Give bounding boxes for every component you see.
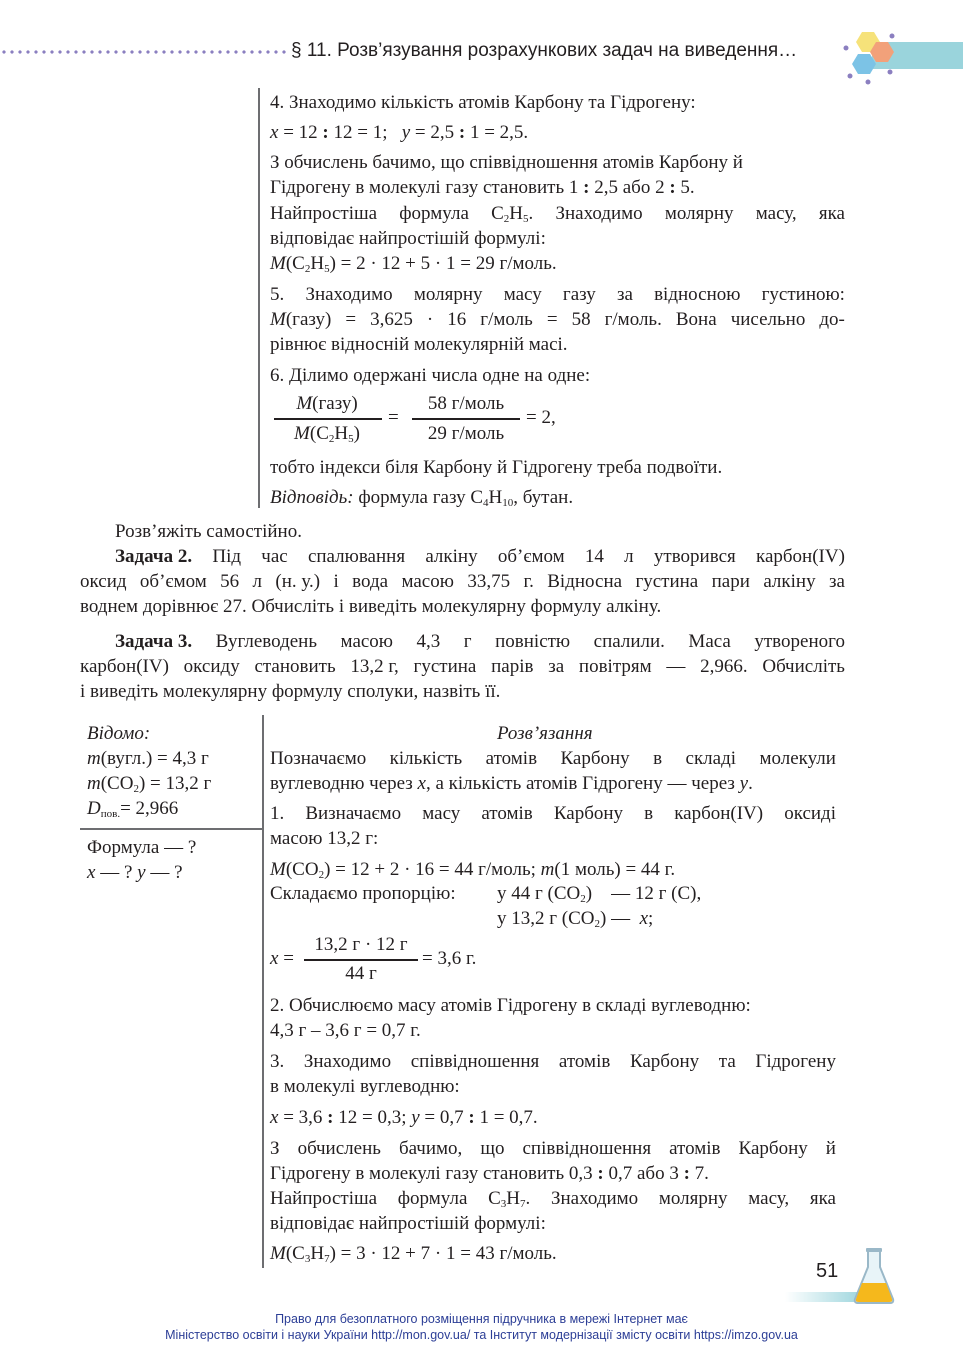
answer-label: Відповідь: <box>270 487 354 508</box>
task-2-line-2: оксид об’ємом 56 л (н. у.) і вода масою 33,75 г. Відносна густина пари алкіну за <box>80 571 845 592</box>
solution-2-step-3-calc: x = 3,6 : 12 = 0,3; y = 0,7 : 1 = 0,7. <box>270 1107 538 1128</box>
footer-rights-line-1: Право для безоплатного розміщення підручника в мережі Інтернет має <box>275 1312 688 1326</box>
fraction-left-numerator: M(газу) <box>296 393 358 414</box>
step-5-line-1: 5. Знаходимо молярну масу газу за відносною густиною: <box>270 284 845 305</box>
table-vertical-rule <box>262 715 264 1268</box>
running-header-title: § 11. Розв’язування розрахункових задач на виведення… <box>291 40 798 61</box>
fraction-right-bar <box>412 418 520 420</box>
x-equals: x = <box>270 948 294 969</box>
flask-icon <box>852 1247 896 1305</box>
header-dotted-line <box>0 50 286 54</box>
answer-line: Відповідь: формула газу $C_4H_{10}$, бутан. <box>270 487 574 509</box>
solution-1-vertical-rule <box>258 88 260 508</box>
x-result: = 3,6 г. <box>422 948 477 969</box>
given-divider <box>80 828 262 830</box>
proportion-line-2: у 13,2 г $(CO_2)$ — x; <box>497 908 654 930</box>
task-2-line-3: воднем дорівнює 27. Обчисліть і виведіть молекулярну формулу алкіну. <box>80 596 662 617</box>
step-6-text: 6. Ділимо одержані числа одне на одне: <box>270 365 591 386</box>
solution-2-step-1-line-1: 1. Визначаємо масу атомів Карбону в карбон(IV) оксиді <box>270 803 836 824</box>
page-number: 51 <box>816 1260 839 1282</box>
molar-mass-c3h7: $M(C_3H_7) = 3 \cdot 12 + 7 \cdot 1 = 43$ г/моль. <box>270 1243 557 1265</box>
fraction-result: = 2, <box>526 407 556 428</box>
proportion-label: Складаємо пропорцію: <box>270 883 456 904</box>
step-4-text: 4. Знаходимо кількість атомів Карбону та Гідрогену: <box>270 92 696 113</box>
fraction-left-bar <box>274 418 382 420</box>
task-3-line-3: і виведіть молекулярну формулу сполуки, назвіть її. <box>80 681 501 702</box>
proportion-line-1: у 44 г $(CO_2)$ — 12 г (C), <box>497 883 702 905</box>
task-2-line-1: Задача 2. Під час спалювання алкіну об’ємом 14 л утворився карбон(IV) <box>115 546 845 567</box>
footer-rights-line-2: Міністерство освіти і науки України http://mon.gov.ua/ та Інститут модернізації змісту освіти https://imzo.gov.ua <box>165 1328 798 1342</box>
given-title: Відомо: <box>87 723 151 744</box>
find-xy: x — ? y — ? <box>87 862 183 883</box>
simplest-formula-line-2: відповідає найпростішій формулі: <box>270 228 546 249</box>
self-study-title: Розв’яжіть самостійно. <box>115 521 302 542</box>
fraction-right-denominator: 29 г/моль <box>427 423 505 444</box>
ratio-line-2: Гідрогену в молекулі газу становить 1 : 2,5 або 2 : 5. <box>270 177 695 198</box>
solution-2-step-2-line-2: 4,3 г – 3,6 г = 0,7 г. <box>270 1020 421 1041</box>
x-fraction-numerator: 13,2 г · 12 г <box>314 934 408 955</box>
solution-2-step-2-line-1: 2. Обчислюємо масу атомів Гідрогену в складі вуглеводню: <box>270 995 751 1016</box>
find-formula: Формула — ? <box>87 837 197 858</box>
solution-2-simplest-formula: Найпростіша формула $C_3H_7$. Знаходимо молярну масу, яка <box>270 1188 836 1210</box>
fraction-right-numerator: 58 г/моль <box>427 393 505 414</box>
molar-mass-co2: $M(CO_2) = 12 + 2 \cdot 16 = 44$ г/моль; m(1 моль) = 44 г. <box>270 859 676 881</box>
solution-2-step-1-line-2: масою 13,2 г: <box>270 828 379 849</box>
given-mass-co2: $m(CO_2) = 13,2$ г <box>87 773 212 795</box>
solution-2-ratio-line-2: Гідрогену в молекулі газу становить 0,3 : 0,7 або 3 : 7. <box>270 1163 709 1184</box>
solution-2-step-3-line-1: 3. Знаходимо співвідношення атомів Карбону та Гідрогену <box>270 1051 836 1072</box>
solution-2-ratio-line-1: З обчислень бачимо, що співвідношення атомів Карбону й <box>270 1138 836 1159</box>
task-3-line-2: карбон(IV) оксиду становить 13,2 г, густина парів за повітрям — 2,966. Обчисліть <box>80 656 845 677</box>
simplest-formula-line: Найпростіша формула $C_2H_5$. Знаходимо молярну масу, яка <box>270 203 845 225</box>
step-5-line-3: рівнює відносній молекулярній масі. <box>270 334 568 355</box>
double-indices-text: тобто індекси біля Карбону й Гідрогену треба подвоїти. <box>270 457 723 478</box>
solution-2-intro-2: вуглеводню через x, а кількість атомів Гідрогену — через y. <box>270 773 753 794</box>
solution-2-simplest-formula-2: відповідає найпростішій формулі: <box>270 1213 546 1234</box>
ratio-line-1: З обчислень бачимо, що співвідношення атомів Карбону й <box>270 152 743 173</box>
solution-2-title: Розв’язання <box>497 723 593 744</box>
x-fraction-denominator: 44 г <box>345 963 377 984</box>
given-density: $D_{пов.}= 2,966$ <box>87 798 179 820</box>
fraction-left-denominator: $M(C_2H_5)$ <box>294 423 360 445</box>
solution-2-step-3-line-2: в молекулі вуглеводню: <box>270 1076 460 1097</box>
molar-mass-c2h5: $M(C_2H_5) = 2 \cdot 12 + 5 \cdot 1 = 29$ г/моль. <box>270 253 557 275</box>
solution-2-intro-1: Позначаємо кількість атомів Карбону в складі молекули <box>270 748 836 769</box>
given-mass-hydrocarbon: m(вугл.) = 4,3 г <box>87 748 209 769</box>
step-4-calc: x = 12 : 12 = 1; y = 2,5 : 1 = 2,5. <box>270 122 529 143</box>
molecule-logo-icon <box>840 28 898 86</box>
step-5-line-2: M(газу) = 3,625 · 16 г/моль = 58 г/моль. Вона чисельно до- <box>270 309 845 330</box>
fraction-equals: = <box>388 407 399 428</box>
task-3-line-1: Задача 3. Вуглеводень масою 4,3 г повністю спалили. Маса утвореного <box>115 631 845 652</box>
